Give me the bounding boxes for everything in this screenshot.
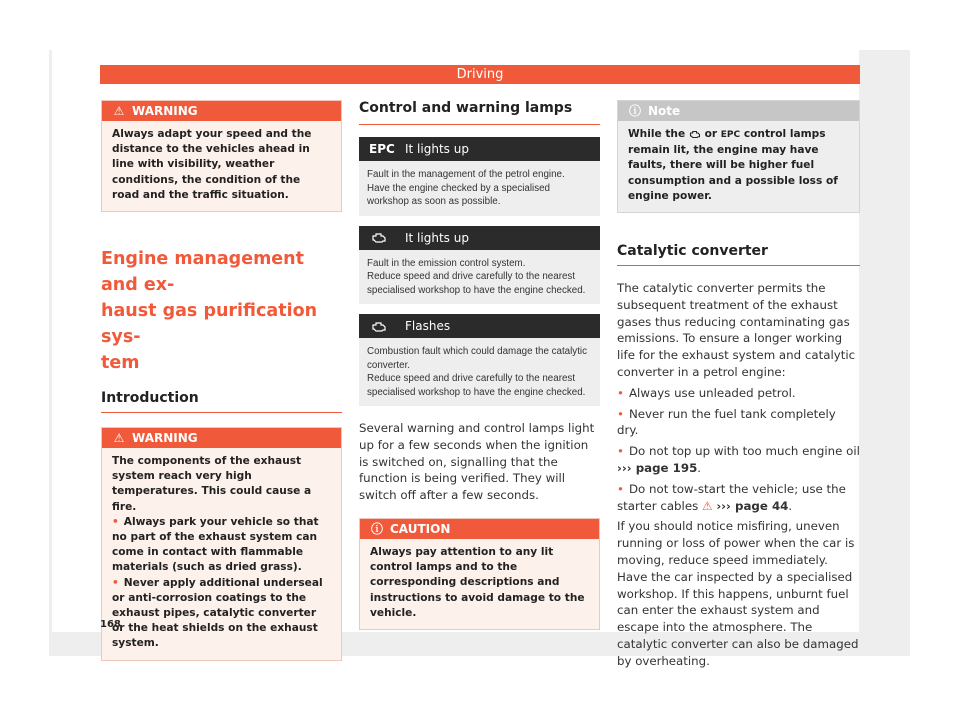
caution-box	[359, 518, 600, 630]
column-left	[101, 100, 342, 661]
chapter-header: Driving	[100, 65, 860, 84]
catalytic-closing: If you should notice misfiring, uneven running or loss of power when the car is moving, reduce speed immediately. Have the car inspected by a specialised workshop. If this happens, unburnt fuel can enter the exhaust system and escape into the atmosphere. The catalytic converter can also be damaged by overheating.	[617, 519, 859, 668]
section-title-lamps: Control and warning lamps	[359, 100, 600, 125]
column-middle	[359, 100, 600, 630]
warning-item: • Never apply additional underseal or anti-corrosion coatings to the exhaust pipes, catalytic converter or the heat shields on the exhaust system.	[112, 576, 323, 650]
note-box	[617, 100, 860, 213]
lamps-paragraph: Several warning and control lamps light up for a few seconds when the ignition is switched on, signalling that the function is being verified. They will switch off after a few seconds.	[359, 421, 595, 503]
bullet-icon: •	[617, 406, 624, 421]
warning-box-exhaust	[101, 427, 342, 661]
lamp-description: Combustion fault which could damage the catalytic converter. Reduce speed and drive carefully to the nearest specialised workshop to have the engine checked.	[359, 338, 600, 406]
note-text: While the or EPC control lamps remain lit, the engine may have faults, there will be higher fuel consumption and a possible loss of engine power.	[628, 128, 838, 202]
page-reference-link[interactable]: ››› page 195	[617, 460, 698, 475]
list-item: • Never run the fuel tank completely dry.	[617, 406, 836, 438]
list-item: • Do not tow-start the vehicle; use the starter cables ⚠ ››› page 44.	[617, 481, 846, 513]
section-title-catalytic: Catalytic converter	[617, 243, 860, 266]
epc-lamp-icon: EPC	[369, 142, 395, 156]
starter-cable-icon: ⚠	[701, 498, 713, 513]
column-right	[617, 100, 860, 670]
engine-lamp-icon	[369, 226, 389, 250]
lamp-status: It lights up	[405, 142, 469, 156]
warning-triangle-icon: ⚠	[113, 431, 125, 446]
engine-lamp-icon	[689, 130, 701, 139]
bullet-icon: •	[112, 515, 119, 528]
subsection-title: Introduction	[101, 390, 342, 413]
warning-box-speed	[101, 100, 342, 212]
epc-lamp-icon: EPC	[720, 130, 741, 140]
lamp-row	[359, 314, 600, 338]
bullet-icon: •	[617, 444, 624, 459]
caution-circle-icon: ⓘ	[370, 521, 383, 536]
lamp-entry-epc	[359, 137, 600, 216]
warning-text: Always adapt your speed and the distance to the vehicles ahead in line with visibility, weather conditions, the condition of the road and the traffic situation.	[112, 128, 312, 201]
bullet-icon: •	[617, 481, 624, 496]
lamp-row	[359, 226, 600, 250]
list-item: • Always use unleaded petrol.	[617, 385, 796, 400]
info-icon: ⓘ	[628, 104, 641, 118]
warning-triangle-icon: ⚠	[113, 104, 125, 118]
lamp-entry-combustion	[359, 314, 600, 406]
catalytic-intro: The catalytic converter permits the subsequent treatment of the exhaust gases thus reducing contaminating gas emissions. To ensure a longer working life for the exhaust system and catalytic converter in a petrol engine:	[617, 281, 856, 379]
warning-header: ⚠ WARNING	[102, 101, 341, 121]
page-reference-link[interactable]: ››› page 44	[716, 498, 789, 513]
warning-intro: The components of the exhaust system reach very high temperatures. This could cause a fire.	[112, 455, 312, 513]
section-title: Engine management and ex- haust gas purification sys- tem	[101, 249, 318, 374]
note-header: ⓘ Note	[618, 101, 859, 121]
lamp-status: It lights up	[405, 230, 469, 245]
list-item: • Do not top up with too much engine oil ››› page 195.	[617, 444, 860, 475]
bullet-icon: •	[112, 576, 119, 589]
warning-item: • Always park your vehicle so that no part of the exhaust system can come in contact with flammable materials (such as dried grass).	[112, 515, 319, 574]
lamp-description: Fault in the management of the petrol engine. Have the engine checked by a specialised workshop as soon as possible.	[359, 161, 600, 216]
lamp-entry-emission	[359, 226, 600, 305]
warning-header: ⚠ WARNING	[102, 428, 341, 448]
page-number: 168	[100, 619, 121, 630]
bullet-icon: •	[617, 385, 624, 400]
lamp-status: Flashes	[405, 319, 451, 333]
lamp-row	[359, 137, 600, 161]
lamp-description: Fault in the emission control system. Reduce speed and drive carefully to the nearest specialised workshop to have the engine checked.	[359, 250, 600, 305]
caution-text: Always pay attention to any lit control lamps and to the corresponding descriptions and instructions to avoid damage to the vehicle.	[370, 545, 585, 619]
engine-lamp-icon	[369, 314, 389, 338]
catalytic-text	[617, 280, 860, 670]
caution-header: ⓘ CAUTION	[360, 519, 599, 539]
